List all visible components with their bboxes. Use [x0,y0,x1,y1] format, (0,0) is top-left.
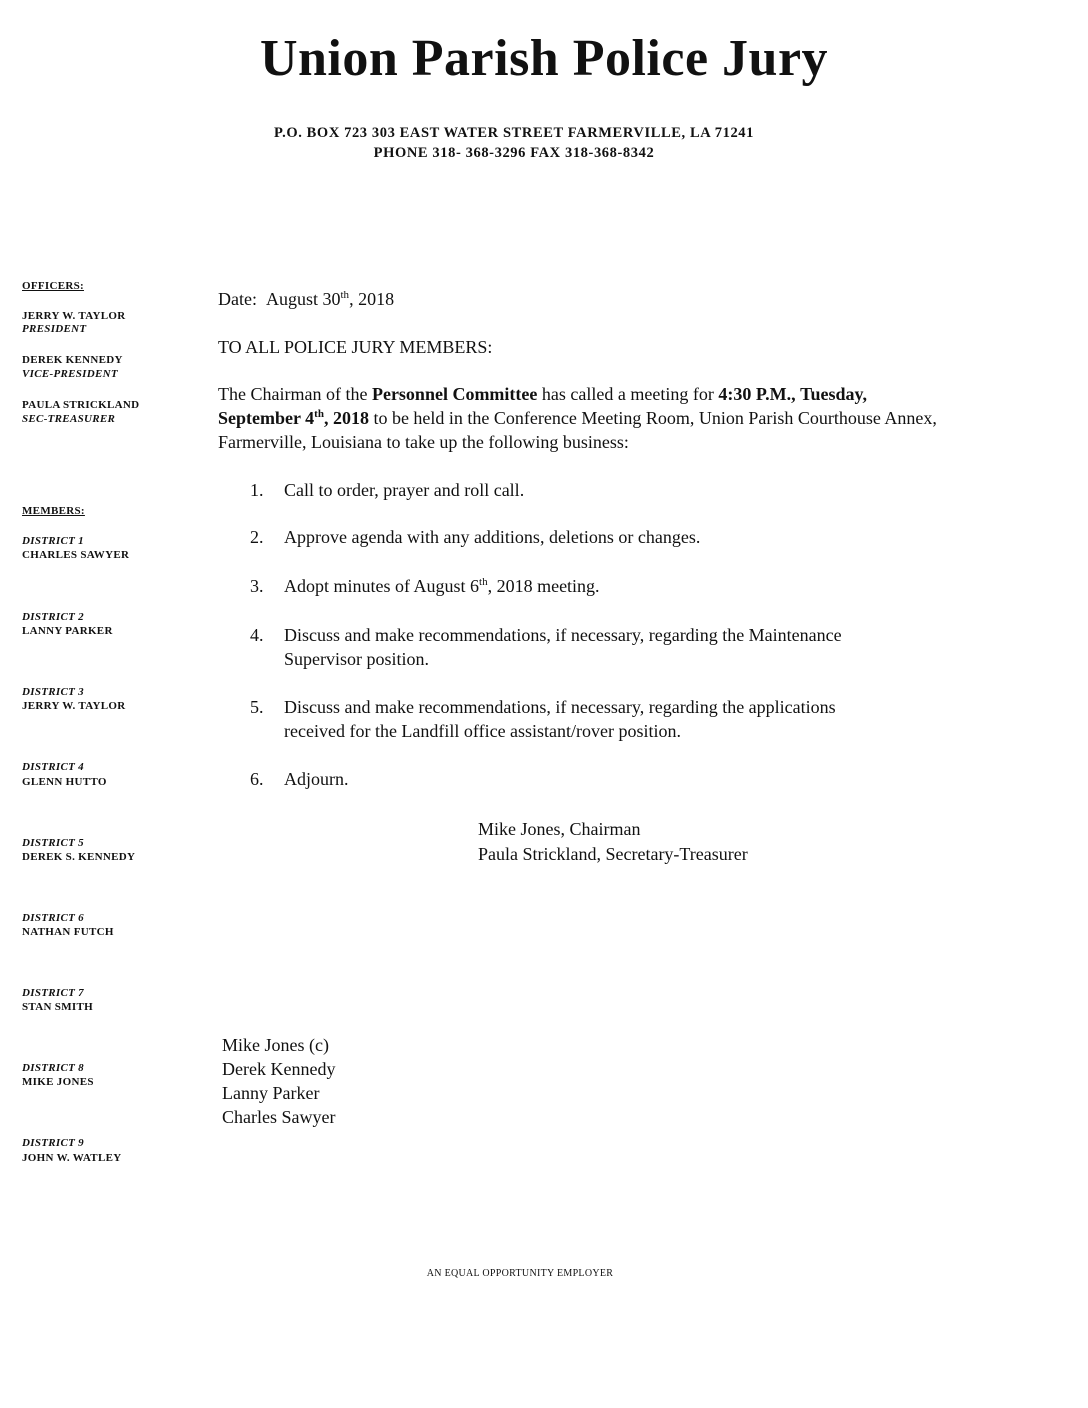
member-district: DISTRICT 8 [22,1062,84,1074]
meeting-date: Tuesday, September 4th, 2018 [218,384,868,428]
committee-member: Lanny Parker [222,1083,320,1103]
organization-title: Union Parish Police Jury [259,30,829,87]
officer-name: PAULA STRICKLAND [22,399,140,411]
meeting-time: 4:30 P.M., [718,384,796,404]
member-name: JERRY W. TAYLOR [22,700,126,712]
committee-name: Personnel Committee [371,384,538,404]
intro-paragraph [218,382,948,454]
officer-role: SEC-TREASURER [22,413,116,425]
date-line [218,287,394,311]
member-district: DISTRICT 1 [22,535,84,547]
officer-role: PRESIDENT [22,323,87,335]
intro-text: has called a meeting for [537,384,719,404]
members-heading: MEMBERS: [22,505,85,517]
agenda-item: Approve agenda with any additions, deletions or changes. [284,527,701,547]
officer-name: JERRY W. TAYLOR [22,310,126,322]
address-line: P.O. BOX 723 303 EAST WATER STREET FARMERVILLE, LA 71241 [273,125,754,141]
officer-role: VICE-PRESIDENT [22,368,118,380]
agenda-item: Adopt minutes of August 6th, 2018 meeting. [284,576,600,596]
signature-secretary: Paula Strickland, Secretary-Treasurer [478,844,748,864]
committee-member: Derek Kennedy [222,1059,336,1079]
date-label: Date: [218,289,257,309]
member-name: CHARLES SAWYER [22,549,130,561]
agenda-item: Discuss and make recommendations, if necessary, regarding the applications [284,697,836,717]
member-district: DISTRICT 3 [22,686,84,698]
agenda-item: Adjourn. [284,769,349,789]
agenda-item: Call to order, prayer and roll call. [284,480,525,500]
officer-name: DEREK KENNEDY [22,354,123,366]
member-name: GLENN HUTTO [22,776,107,788]
committee-member: Mike Jones (c) [222,1035,329,1055]
signature-chairman: Mike Jones, Chairman [478,819,641,839]
date-suffix: th [340,289,350,301]
salutation: TO ALL POLICE JURY MEMBERS: [218,337,493,357]
member-district: DISTRICT 6 [22,912,84,924]
agenda-number: 2. [250,527,264,547]
agenda-number: 1. [250,480,264,500]
intro-text: The Chairman of the [218,384,372,404]
member-name: MIKE JONES [22,1076,94,1088]
date-value: August 30 [265,289,341,309]
member-district: DISTRICT 4 [22,761,84,773]
agenda-item: Discuss and make recommendations, if necessary, regarding the Maintenance [284,625,842,645]
member-district: DISTRICT 9 [22,1137,84,1149]
agenda-item-continued: received for the Landfill office assistant/rover position. [284,721,682,741]
member-name: DEREK S. KENNEDY [22,851,136,863]
member-district: DISTRICT 5 [22,837,84,849]
member-district: DISTRICT 2 [22,611,84,623]
intro-text: to be held in the Conference Meeting Room, Union Parish Courthouse Annex, Farmerville, Louisiana to take up the following business: [218,408,937,452]
agenda-number: 6. [250,769,264,789]
date-year: , 2018 [349,289,395,309]
member-district: DISTRICT 7 [22,987,84,999]
phone-line: PHONE 318- 368-3296 FAX 318-368-8342 [373,145,655,161]
footer-employer-note: AN EQUAL OPPORTUNITY EMPLOYER [426,1268,614,1279]
member-name: JOHN W. WATLEY [22,1152,122,1164]
member-name: NATHAN FUTCH [22,926,114,938]
member-name: STAN SMITH [22,1001,93,1013]
agenda-number: 5. [250,697,264,717]
member-name: LANNY PARKER [22,625,113,637]
agenda-item-continued: Supervisor position. [284,649,430,669]
agenda-number: 3. [250,576,264,596]
agenda-number: 4. [250,625,264,645]
committee-member: Charles Sawyer [222,1107,336,1127]
officers-heading: OFFICERS: [22,280,84,292]
